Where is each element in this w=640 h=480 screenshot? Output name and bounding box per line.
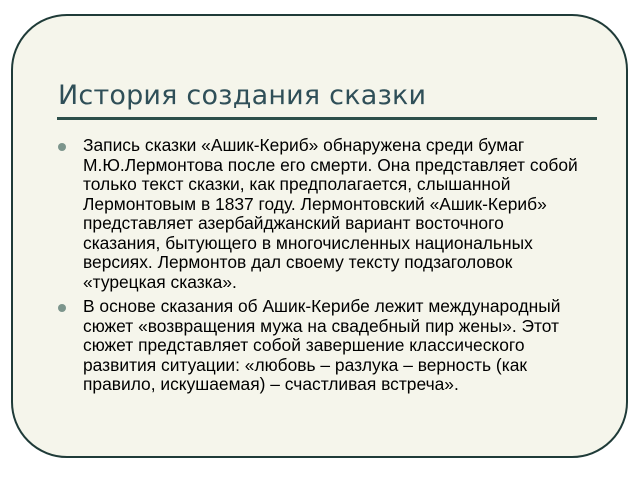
bullet-text: В основе сказания об Ашик-Керибе лежит международный сюжет «возвращения мужа на свадебный пир жены». Этот сюжет представляет собой завершение классического развития ситуации: «любовь – разлука – верность (как правило, искушаемая) – счастливая встреча». bbox=[83, 296, 561, 394]
bullet-dot-icon bbox=[58, 304, 66, 312]
bullet-dot-icon bbox=[58, 143, 66, 151]
bullet-text: Запись сказки «Ашик-Кериб» обнаружена среди бумаг М.Ю.Лермонтова после его смерти. Она представляет собой только текст сказки, как предполагается, слышанной Лермонтовым в 1837 году. Лермонтовский «Ашик-Кериб» представляет азербайджанский вариант восточного сказания, бытующего в многочисленных национальных версиях. Лермонтов дал своему тексту подзаголовок «турецкая сказка». bbox=[83, 135, 578, 292]
bullet-item bbox=[56, 297, 584, 395]
title-underline bbox=[57, 117, 597, 120]
bullet-list bbox=[56, 136, 584, 400]
bullet-item bbox=[56, 136, 584, 292]
slide-title: История создания сказки bbox=[58, 80, 427, 111]
